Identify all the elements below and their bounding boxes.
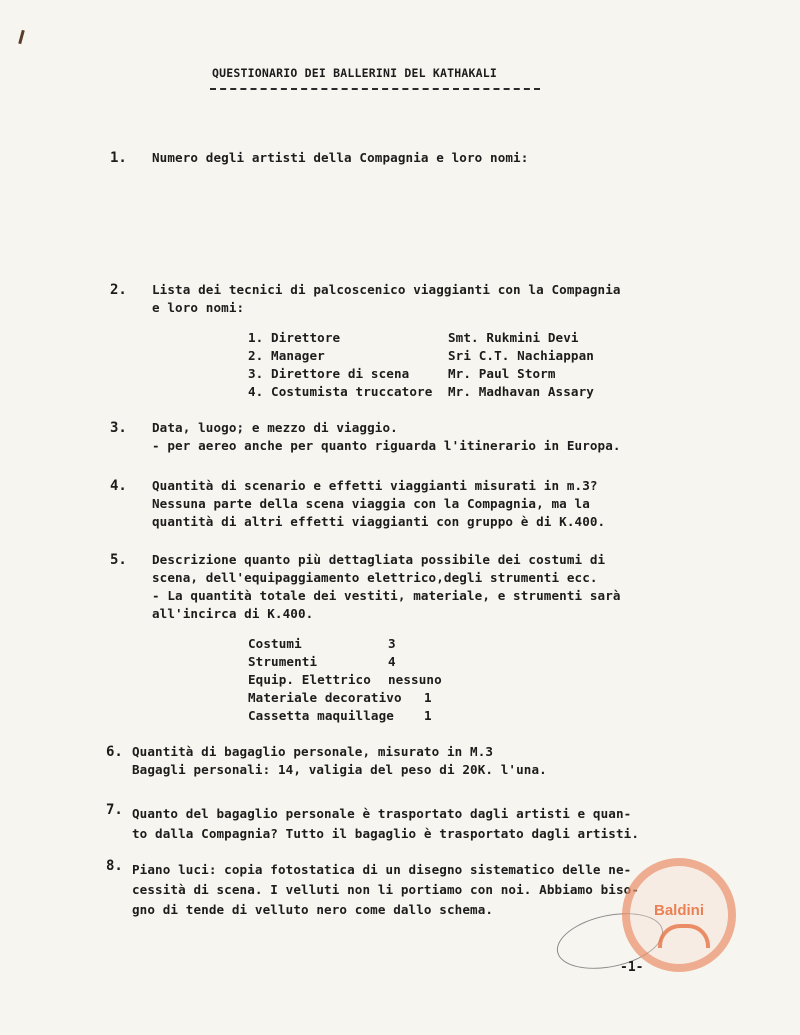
item-line: Quantità di bagaglio personale, misurato in M.3 xyxy=(132,744,494,759)
staff-name: Mr. Madhavan Assary xyxy=(448,384,594,399)
item-line: Bagagli personali: 14, valigia del peso di 20K. l'una. xyxy=(132,762,547,777)
document-title: QUESTIONARIO DEI BALLERINI DEL KATHAKALI xyxy=(212,66,497,80)
item-line: Nessuna parte della scena viaggia con la Compagnia, ma la xyxy=(152,496,590,511)
item-number: 1. xyxy=(110,150,127,166)
material-label: Materiale decorativo xyxy=(248,690,402,705)
item-line: Quanto del bagaglio personale è trasportato dagli artisti e quan- xyxy=(132,806,632,821)
staff-name: Smt. Rukmini Devi xyxy=(448,330,579,345)
item-line: - per aereo anche per quanto riguarda l'itinerario in Europa. xyxy=(152,438,621,453)
material-qty: 3 xyxy=(388,636,396,651)
material-label: Costumi xyxy=(248,636,302,651)
staff-name: Sri C.T. Nachiappan xyxy=(448,348,594,363)
item-line: Quantità di scenario e effetti viaggianti misurati in m.3? xyxy=(152,478,598,493)
staff-role: 1. Direttore xyxy=(248,330,341,345)
item-line: Lista dei tecnici di palcoscenico viaggianti con la Compagnia xyxy=(152,282,621,297)
item-number: 3. xyxy=(110,420,127,436)
item-number: 4. xyxy=(110,478,127,494)
item-number: 5. xyxy=(110,552,127,568)
item-line: to dalla Compagnia? Tutto il bagaglio è trasportato dagli artisti. xyxy=(132,826,640,841)
item-line: e loro nomi: xyxy=(152,300,245,315)
material-qty: 1 xyxy=(424,690,432,705)
watermark-text: Baldini xyxy=(653,902,704,919)
staff-role: 3. Direttore di scena xyxy=(248,366,410,381)
material-label: Equip. Elettrico xyxy=(248,672,371,687)
baldini-watermark-logo xyxy=(622,858,736,972)
page-number: -1- xyxy=(620,960,644,975)
material-label: Strumenti xyxy=(248,654,318,669)
item-line: Piano luci: copia fotostatica di un disegno sistematico delle ne- xyxy=(132,862,632,877)
item-line: cessità di scena. I velluti non li portiamo con noi. Abbiamo biso- xyxy=(132,882,640,897)
item-number: 7. xyxy=(106,802,123,818)
item-number: 6. xyxy=(106,744,123,760)
item-line: Numero degli artisti della Compagnia e loro nomi: xyxy=(152,150,529,165)
ink-mark xyxy=(18,30,25,44)
item-line: gno di tende di velluto nero come dallo schema. xyxy=(132,902,494,917)
item-line: all'incirca di K.400. xyxy=(152,606,314,621)
title-underline xyxy=(210,88,540,90)
watermark-arch-icon xyxy=(658,924,710,948)
material-qty: nessuno xyxy=(388,672,442,687)
material-qty: 1 xyxy=(424,708,432,723)
item-line: Data, luogo; e mezzo di viaggio. xyxy=(152,420,398,435)
material-label: Cassetta maquillage xyxy=(248,708,394,723)
item-number: 2. xyxy=(110,282,127,298)
staff-role: 2. Manager xyxy=(248,348,325,363)
material-qty: 4 xyxy=(388,654,396,669)
item-line: scena, dell'equipaggiamento elettrico,degli strumenti ecc. xyxy=(152,570,598,585)
item-line: quantità di altri effetti viaggianti con gruppo è di K.400. xyxy=(152,514,606,529)
item-line: - La quantità totale dei vestiti, materiale, e strumenti sarà xyxy=(152,588,621,603)
item-line: Descrizione quanto più dettagliata possibile dei costumi di xyxy=(152,552,606,567)
staff-name: Mr. Paul Storm xyxy=(448,366,556,381)
item-number: 8. xyxy=(106,858,123,874)
staff-role: 4. Costumista truccatore xyxy=(248,384,433,399)
